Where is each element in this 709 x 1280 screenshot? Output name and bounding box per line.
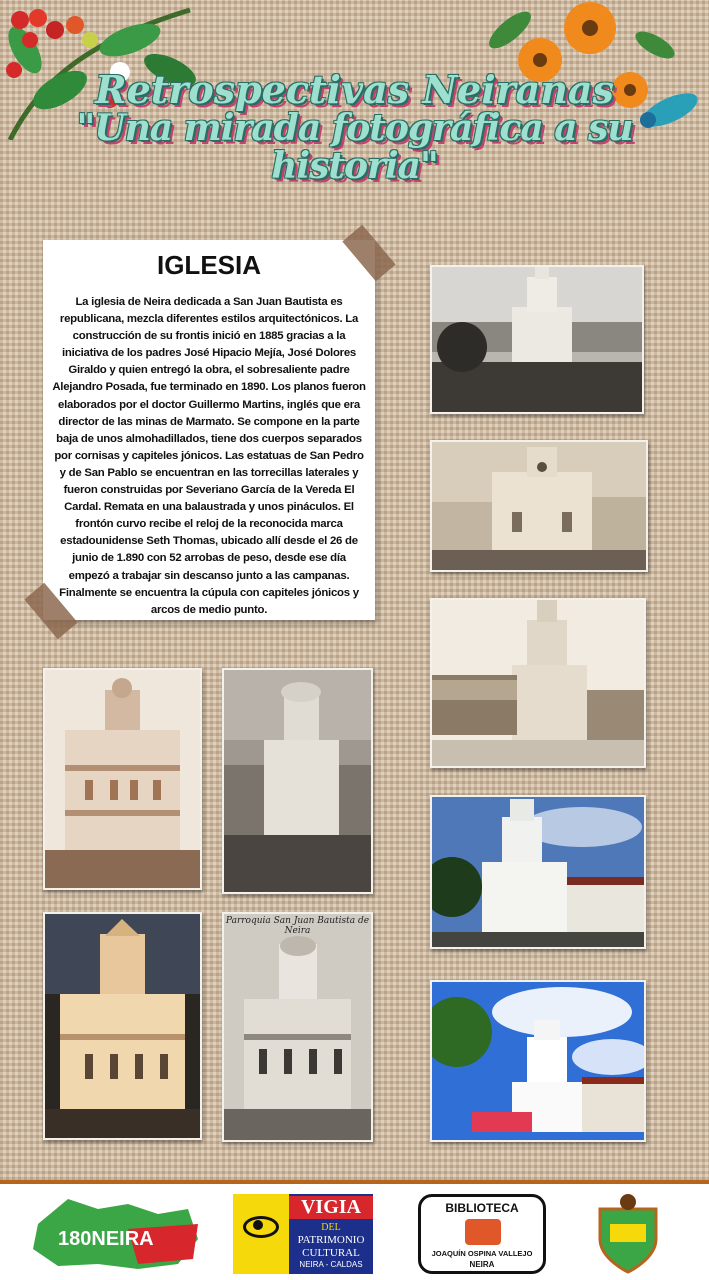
- photo-plaza-crowd: [430, 265, 644, 414]
- vigia-patrimonio: PATRIMONIO: [297, 1234, 365, 1246]
- logo-180-neira-text: 180NEIRA: [58, 1228, 154, 1250]
- vigia-del: DEL: [321, 1222, 341, 1233]
- photo-church-sepia-1: [430, 440, 648, 572]
- photo-church-drawing-sepia: [43, 668, 202, 890]
- logo-biblioteca: [418, 1194, 546, 1274]
- banner-title: [0, 67, 709, 187]
- biblioteca-town: NEIRA: [469, 1260, 495, 1269]
- neira-coat-of-arms-icon: [585, 1194, 671, 1274]
- photo-church-street-sepia: [430, 598, 646, 768]
- photo-parroquia-bw: [222, 912, 373, 1142]
- vigia-location: NEIRA - CALDAS: [299, 1260, 363, 1269]
- article-card: [43, 240, 375, 620]
- vigia-title: VIGIA: [289, 1196, 373, 1219]
- title-line-2: "Una mirada fotográfica a su historia": [76, 106, 633, 187]
- biblioteca-title: BIBLIOTECA: [445, 1201, 519, 1215]
- parroquia-caption: Parroquia San Juan Bautista de Neira: [225, 916, 370, 936]
- biblioteca-name: JOAQUÍN OSPINA VALLEJO: [431, 1249, 533, 1258]
- books-icon: [465, 1219, 501, 1245]
- logo-vigia-patrimonio: [233, 1194, 373, 1274]
- article-heading: IGLESIA: [156, 250, 261, 280]
- vigia-cultural: CULTURAL: [302, 1247, 360, 1259]
- photo-church-crowd-bw: [222, 668, 373, 894]
- article-body: La iglesia de Neira dedicada a San Juan Bautista es republicana, mezcla diferentes estilos arquitectónicos. La construcción de su frontis inició en 1885 gracias a la iniciativa de los padres José Hipacio Mejía, José Dolores Giraldo y quien entregó la obra, el sobresaliente padre Alejandro Posada, fue terminado en 1890. Los planos fueron elaborados por el doctor Guillermo Martins, inglés que era director de las minas de Marmato. Se compone en la parte baja de unos almohadillados, tiene dos cuerpos separados por cornisas y capiteles jónicos. Las estatuas de San Pedro y de San Pablo se encuentran en las torrecillas laterales y fueron construidas por Severiano García de la Vereda El Cardal. Remata en una balaustrada y unos pináculos. El frontón curvo recibe el reloj de la reconocida marca estadounidense Seth Thomas, ubicado allí desde el 26 de junio de 1.890 con 52 arrobas de peso, desde ese día empezó a trabajar sin descanso junto a las campanas. Finalmente se encuentra la cúpula con capiteles jónicos y arcos de medio punto.: [52, 296, 366, 616]
- photo-church-sunset: [43, 912, 202, 1140]
- photo-church-color-trees: [430, 795, 646, 949]
- photo-church-color-blue-sky: [430, 980, 646, 1142]
- title-line-1: Retrospectivas Neiranas: [95, 67, 614, 112]
- footer-logos: [0, 1180, 709, 1280]
- logo-180-neira: [28, 1194, 203, 1274]
